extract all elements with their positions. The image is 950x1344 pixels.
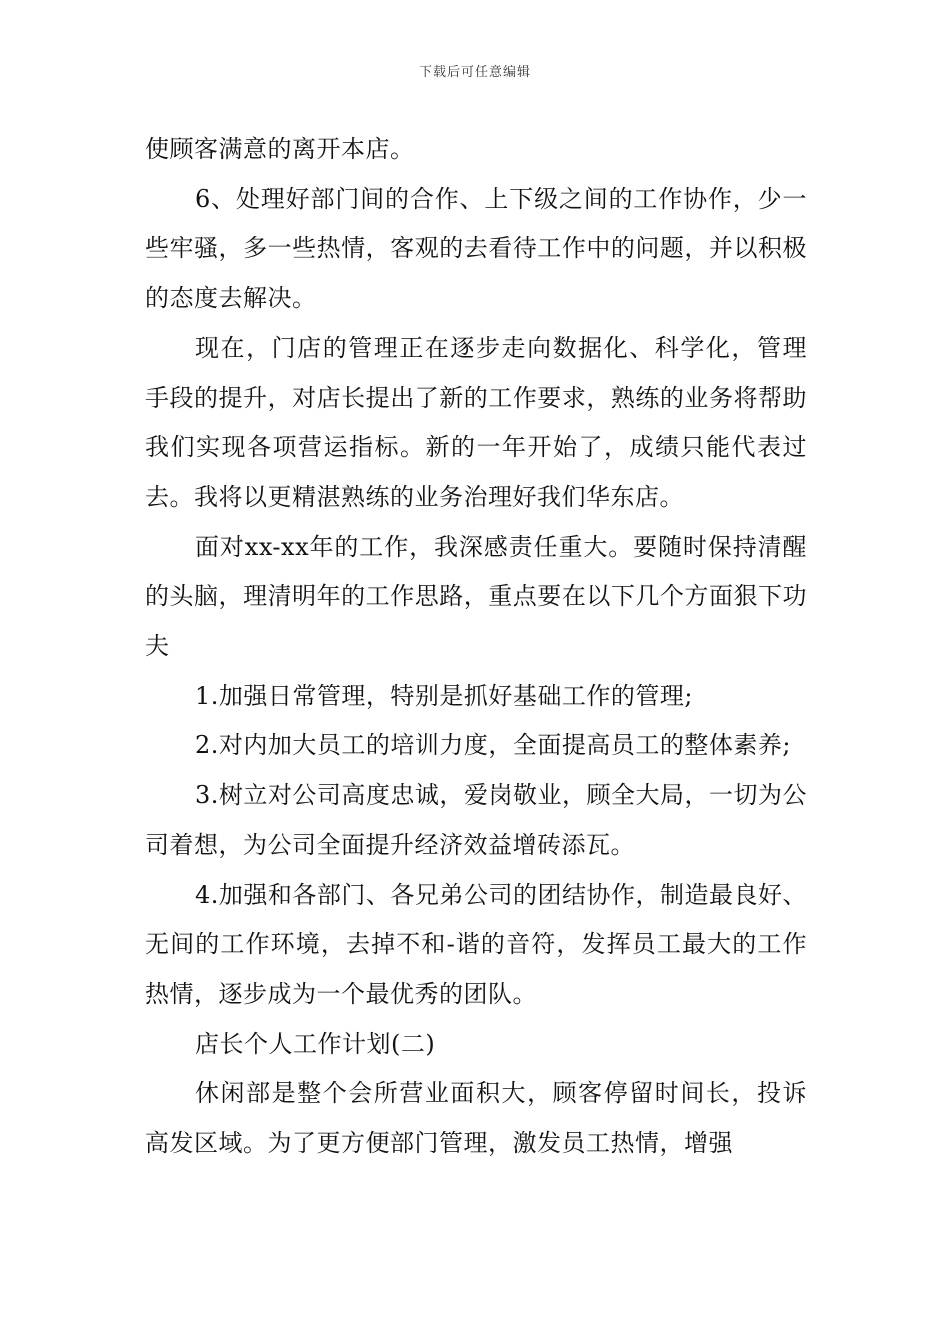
paragraph-3: 现在，门店的管理正在逐步走向数据化、科学化，管理手段的提升，对店长提出了新的工作要求，熟练的业务将帮助我们实现各项营运指标。新的一年开始了，成绩只能代表过去。我将以更精湛熟练的业务治理好我们华东店。: [145, 333, 807, 511]
list-item-2: 2.对内加大员工的培训力度，全面提高员工的整体素养;: [195, 731, 791, 760]
document-body: [145, 125, 807, 1169]
list-item-4: 4.加强和各部门、各兄弟公司的团结协作，制造最良好、无间的工作环境，去掉不和-谐的音符，发挥员工最大的工作热情，逐步成为一个最优秀的团队。: [145, 880, 807, 1008]
paragraph-4: 面对xx-xx年的工作，我深感责任重大。要随时保持清醒的头脑，理清明年的工作思路，重点要在以下几个方面狠下功夫: [145, 532, 807, 661]
section-heading: 店长个人工作计划(二): [195, 1029, 436, 1058]
paragraph-2: 6、处理好部门间的合作、上下级之间的工作协作，少一些牢骚，多一些热情，客观的去看待工作中的问题，并以积极的态度去解决。: [145, 184, 807, 313]
list-item-3: 3.树立对公司高度忠诚，爱岗敬业，顾全大局，一切为公司着想，为公司全面提升经济效益增砖添瓦。: [145, 781, 807, 859]
page-header: 下载后可任意编辑: [418, 65, 531, 80]
paragraph-5: 休闲部是整个会所营业面积大，顾客停留时间长，投诉高发区域。为了更方便部门管理，激发员工热情，增强: [145, 1079, 807, 1158]
list-item-1: 1.加强日常管理，特别是抓好基础工作的管理;: [195, 681, 693, 710]
paragraph-1: 使顾客满意的离开本店。: [145, 135, 415, 163]
